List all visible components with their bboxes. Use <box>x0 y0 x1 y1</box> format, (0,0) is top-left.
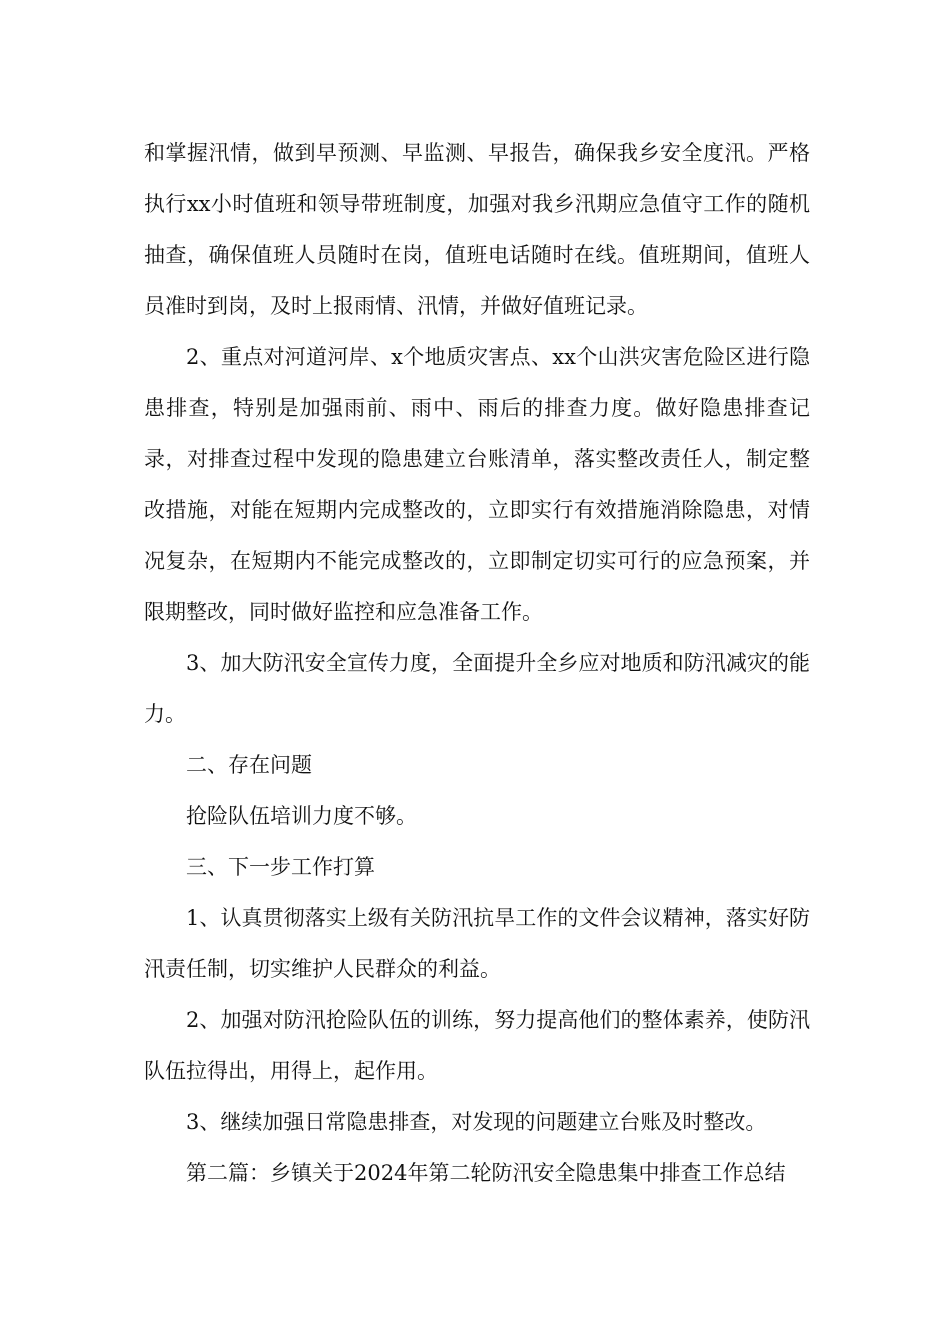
paragraph-step-2: 2、加强对防汛抢险队伍的训练，努力提高他们的整体素养，使防汛队伍拉得出，用得上，起作用。 <box>144 1008 810 1083</box>
paragraph-1: 和掌握汛情，做到早预测、早监测、早报告，确保我乡安全度汛。严格执行xx小时值班和领导带班制度，加强对我乡汛期应急值守工作的随机抽查，确保值班人员随时在岗，值班电话随时在线。值班期间，值班人员准时到岗，及时上报雨情、汛情，并做好值班记录。 <box>144 141 810 318</box>
paragraph-step-3: 3、继续加强日常隐患排查，对发现的问题建立台账及时整改。 <box>186 1110 767 1134</box>
document-body <box>144 128 810 1199</box>
section-heading-next-steps: 三、下一步工作打算 <box>186 855 375 879</box>
paragraph-step-1: 1、认真贯彻落实上级有关防汛抗旱工作的文件会议精神，落实好防汛责任制，切实维护人民群众的利益。 <box>144 906 810 981</box>
section-heading-issues: 二、存在问题 <box>186 753 312 777</box>
paragraph-3: 3、加大防汛安全宣传力度，全面提升全乡应对地质和防汛减灾的能力。 <box>144 651 810 726</box>
paragraph-2: 2、重点对河道河岸、x个地质灾害点、xx个山洪灾害危险区进行隐患排查，特别是加强雨前、雨中、雨后的排查力度。做好隐患排查记录，对排查过程中发现的隐患建立台账清单，落实整改责任人，制定整改措施，对能在短期内完成整改的，立即实行有效措施消除隐患，对情况复杂，在短期内不能完成整改的，立即制定切实可行的应急预案，并限期整改，同时做好监控和应急准备工作。 <box>144 345 810 624</box>
chapter-title-part-two: 第二篇：乡镇关于2024年第二轮防汛安全隐患集中排查工作总结 <box>186 1161 786 1185</box>
paragraph-issue: 抢险队伍培训力度不够。 <box>186 804 417 828</box>
